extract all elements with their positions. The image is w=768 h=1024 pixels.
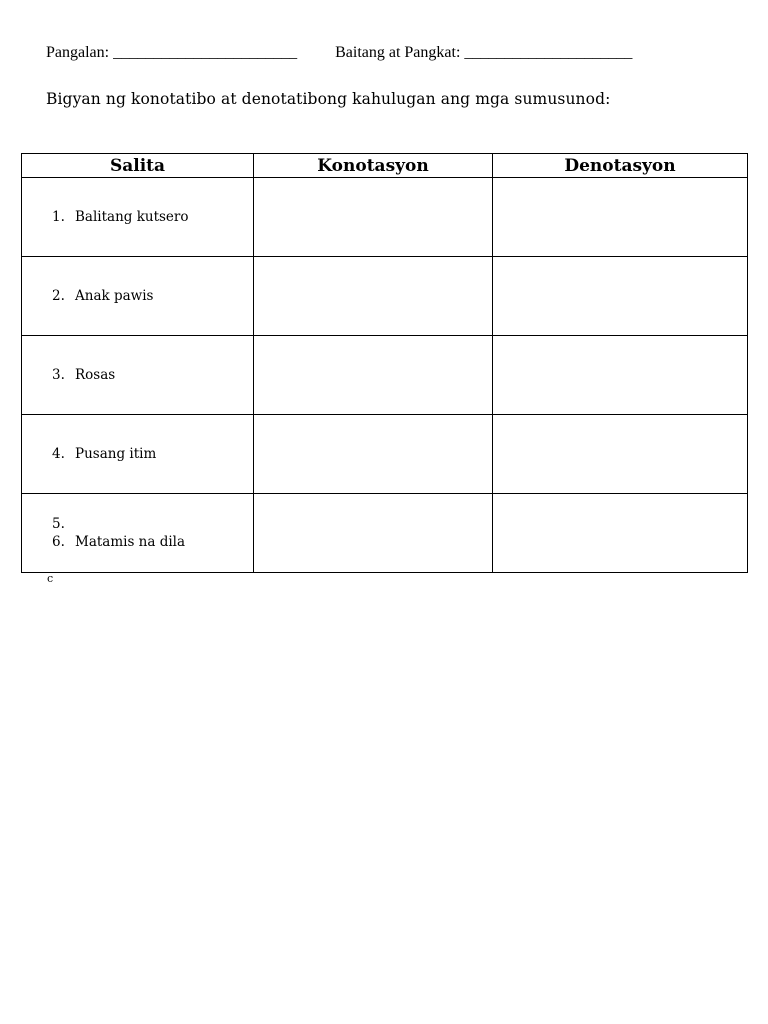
column-header-salita: Salita [22, 154, 254, 178]
list-item [22, 515, 253, 533]
table-header-row [22, 154, 748, 178]
word-cell [22, 257, 254, 336]
stray-mark: c [47, 572, 54, 585]
item-word: Rosas [75, 367, 116, 383]
header-fields [46, 44, 632, 62]
column-header-denotasyon: Denotasyon [493, 154, 748, 178]
list-item [22, 208, 253, 226]
instruction-text: Bigyan ng konotatibo at denotatibong kahulugan ang mga sumusunod: [46, 90, 611, 108]
item-word: Pusang itim [75, 446, 157, 462]
denotasyon-answer-cell[interactable] [493, 494, 748, 573]
table-row [22, 178, 748, 257]
item-number: 3. [52, 367, 65, 383]
worksheet-table [21, 153, 748, 573]
item-number: 1. [52, 209, 65, 225]
name-field-label: Pangalan: _______________________ [46, 44, 298, 61]
item-word: Anak pawis [75, 288, 154, 304]
list-item [22, 366, 253, 384]
item-word: Matamis na dila [75, 534, 186, 550]
word-cell [22, 336, 254, 415]
konotasyon-answer-cell[interactable] [254, 494, 493, 573]
word-cell [22, 178, 254, 257]
konotasyon-answer-cell[interactable] [254, 178, 493, 257]
item-word: Balitang kutsero [75, 209, 189, 225]
table-row [22, 494, 748, 573]
list-item [22, 287, 253, 305]
konotasyon-answer-cell[interactable] [254, 336, 493, 415]
list-item [22, 445, 253, 463]
denotasyon-answer-cell[interactable] [493, 178, 748, 257]
item-number: 6. [52, 534, 65, 550]
item-number: 5. [52, 516, 65, 532]
item-number: 4. [52, 446, 65, 462]
table-row [22, 415, 748, 494]
konotasyon-answer-cell[interactable] [254, 415, 493, 494]
denotasyon-answer-cell[interactable] [493, 336, 748, 415]
word-cell [22, 494, 254, 573]
denotasyon-answer-cell[interactable] [493, 415, 748, 494]
word-cell [22, 415, 254, 494]
table-row [22, 257, 748, 336]
konotasyon-answer-cell[interactable] [254, 257, 493, 336]
denotasyon-answer-cell[interactable] [493, 257, 748, 336]
table-row [22, 336, 748, 415]
grade-section-field-label: Baitang at Pangkat: _____________________ [335, 44, 633, 61]
column-header-konotasyon: Konotasyon [254, 154, 493, 178]
list-item [22, 533, 253, 551]
item-number: 2. [52, 288, 65, 304]
